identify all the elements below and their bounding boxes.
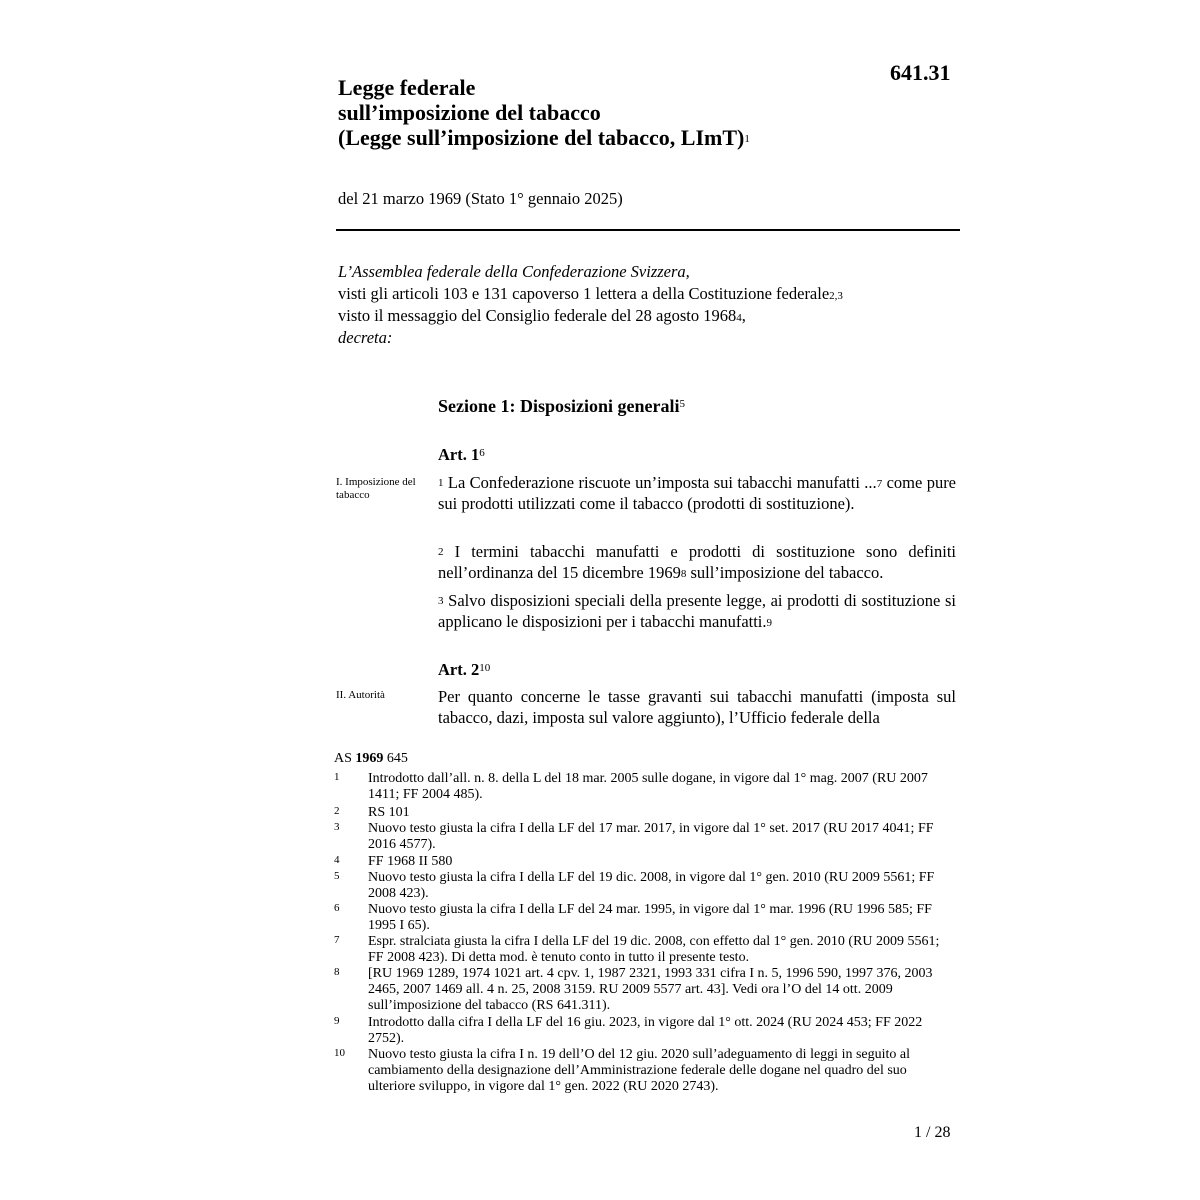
document-number: 641.31 — [890, 60, 951, 85]
footnote-3: 3 Nuovo testo giusta la cifra I della LF del 17 mar. 2017, in vigore dal 1° set. 2017 (RU 2017 4041; FF 2016 4577). — [334, 821, 934, 852]
title-line-3: (Legge sull’imposizione del tabacco, LImT)$^1$ — [338, 125, 750, 150]
footnote-ref-2-3[interactable]: 2,3 — [829, 290, 843, 302]
footnote-1: 1 Introdotto dall’all. n. 8. della L del 18 mar. 2005 sulle dogane, in vigore dal 1° mag. 2007 (RU 2007 1411; FF 2004 485). — [334, 771, 928, 802]
footnote-ref-6[interactable]: 6 — [479, 447, 485, 459]
header-divider — [336, 229, 960, 231]
article-1-margin-title: I. Imposizione del tabacco — [336, 476, 416, 501]
page-number: 1 / 28 — [914, 1124, 951, 1141]
document-title — [338, 75, 750, 150]
footnote-ref-9[interactable]: 9 — [766, 617, 773, 629]
article-2-paragraph-1: Per quanto concerne le tasse gravanti sui tabacchi manufatti (imposta sul tabacco, dazi, imposta sul valore aggiunto), l’Ufficio federale della — [438, 687, 956, 727]
footnote-4: 4 FF 1968 II 580 — [334, 854, 453, 869]
article-1-paragraph-2: $^2$ I termini tabacchi manufatti e prodotti di sostituzione sono definiti nell’ordinanza del 15 dicembre 1969$^8$ sull’imposizione del tabacco. — [438, 542, 956, 582]
footnote-5: 5 Nuovo testo giusta la cifra I della LF del 19 dic. 2008, in vigore dal 1° gen. 2010 (RU 2009 5561; FF 2008 423). — [334, 870, 935, 901]
footnote-ref-7[interactable]: 7 — [876, 478, 883, 490]
article-2-margin-title: II. Autorità — [336, 689, 385, 701]
title-line-2: sull’imposizione del tabacco — [338, 100, 601, 125]
preamble-line-2: visti gli articoli 103 e 131 capoverso 1 lettera a della Costituzione federale$^{2,3}$ — [338, 284, 843, 303]
preamble-line-3: visto il messaggio del Consiglio federale del 28 agosto 1968$^4$, — [338, 306, 746, 325]
article-1-heading: Art. $1^6$ — [438, 445, 485, 464]
footnote-6: 6 Nuovo testo giusta la cifra I della LF del 24 mar. 1995, in vigore dal 1° mar. 1996 (RU 1996 585; FF 1995 I 65). — [334, 902, 932, 933]
footnote-ref-1[interactable]: 1 — [744, 133, 750, 145]
article-1-paragraph-3: $^3$ Salvo disposizioni speciali della presente legge, ai prodotti di sostituzione si applicano le disposizioni per i tabacchi manufatti.$^9$ — [438, 591, 956, 631]
footnote-7: 7 Espr. stralciata giusta la cifra I della LF del 19 dic. 2008, con effetto dal 1° gen. 2010 (RU 2009 5561; FF 2008 423). Di detta mod. è tenuto conto in tutto il presente testo. — [334, 934, 940, 965]
footnote-9: 9 Introdotto dalla cifra I della LF del 16 giu. 2023, in vigore dal 1° ott. 2024 (RU 2024 453; FF 2022 2752). — [334, 1015, 923, 1046]
footnote-ref-10[interactable]: 10 — [479, 662, 491, 674]
preamble-line-4: decreta: — [338, 328, 393, 347]
title-line-1: Legge federale — [338, 75, 476, 100]
document-date: del 21 marzo 1969 (Stato 1° gennaio 2025) — [338, 189, 623, 208]
article-1-paragraph-1: $^1$ La Confederazione riscuote un’imposta sui tabacchi manufatti ...$^7$ come pure sui prodotti utilizzati come il tabacco (prodotti di sostituzione). — [438, 473, 957, 513]
footnote-ref-8[interactable]: 8 — [680, 568, 687, 580]
official-collection-ref: AS 1969 645 — [334, 751, 408, 766]
preamble-line-1: L’Assemblea federale della Confederazione Svizzera, — [338, 262, 690, 281]
footnote-ref-5[interactable]: 5 — [679, 398, 685, 410]
footnote-10: 10 Nuovo testo giusta la cifra I n. 19 dell’O del 12 giu. 2020 sull’adeguamento di leggi in seguito al cambiamento della designazione dell’Amministrazione federale delle dogane nel quadro del suo ulteriore sviluppo, in vigore dal 1° gen. 2022 (RU 2020 2743). — [334, 1047, 911, 1094]
footnote-8: 8 [RU 1969 1289, 1974 1021 art. 4 cpv. 1, 1987 2321, 1993 331 cifra I n. 5, 1996 590, 1997 376, 2003 2465, 2007 1469 all. 4 n. 25, 2008 3159. RU 2009 5577 art. 43]. Vedi ora l’O del 14 ott. 2009 sull’imposizione del tabacco (RS 641.311). — [334, 966, 933, 1013]
footnote-2: 2 RS 101 — [334, 805, 410, 820]
footnote-ref-4[interactable]: 4 — [736, 312, 742, 324]
section-heading: Sezione 1: Disposizioni generali$^5$ — [438, 396, 685, 416]
article-2-heading: Art. $2^{10}$ — [438, 660, 491, 679]
preamble — [338, 261, 978, 349]
